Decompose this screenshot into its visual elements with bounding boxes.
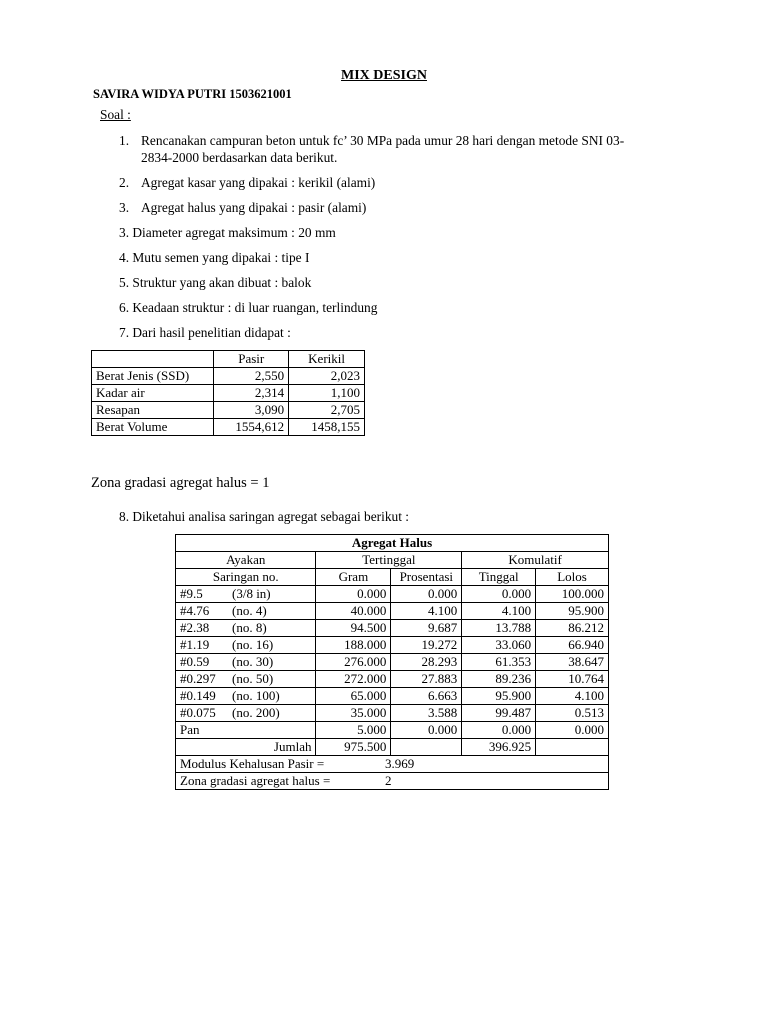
table-header-cell <box>92 351 214 368</box>
table-cell-lolos: 95.900 <box>536 603 609 620</box>
jumlah-tinggal: 396.925 <box>462 739 536 756</box>
list-item-text: Rencanakan campuran beton untuk fc’ 30 MPa pada umur 28 hari dengan metode SNI 03- <box>141 133 625 148</box>
table-cell-lolos: 0.513 <box>536 705 609 722</box>
sieve-number: (no. 16) <box>232 637 274 652</box>
jumlah-label: Jumlah <box>176 739 316 756</box>
soal-label: Soal : <box>100 107 131 122</box>
zona-gradasi-text: Zona gradasi agregat halus = 1 <box>91 475 270 491</box>
sieve-number: (no. 50) <box>232 671 274 686</box>
sieve-cell <box>176 637 316 654</box>
table-row <box>92 385 365 402</box>
list-item-analisa: 8. Diketahui analisa saringan agregat sebagai berikut : <box>119 509 410 524</box>
table-cell-gram: 65.000 <box>316 688 391 705</box>
sieve-number: (no. 200) <box>232 705 280 720</box>
table-header-cell: Pasir <box>214 351 289 368</box>
sieve-size: #2.38 <box>180 620 210 635</box>
sieve-size: #0.075 <box>180 705 216 720</box>
table-row <box>176 586 609 603</box>
table-cell: 2,705 <box>289 402 365 419</box>
list-item-2 <box>119 175 375 191</box>
table-row <box>176 637 609 654</box>
table-header-cell: Prosentasi <box>391 569 462 586</box>
sieve-size: #9.5 <box>180 586 203 601</box>
table-cell-gram: 40.000 <box>316 603 391 620</box>
group-header-komulatif: Komulatif <box>462 552 609 569</box>
table-cell-gram: 272.000 <box>316 671 391 688</box>
table-header-cell: Lolos <box>536 569 609 586</box>
zona-row <box>176 773 609 790</box>
modulus-row <box>176 756 609 773</box>
table-title: Agregat Halus <box>176 535 609 552</box>
table-cell-gram: 94.500 <box>316 620 391 637</box>
list-item-1 <box>119 133 624 149</box>
table-row <box>176 620 609 637</box>
sieve-size: #1.19 <box>180 637 210 652</box>
table-cell-gram: 0.000 <box>316 586 391 603</box>
sieve-size: #4.76 <box>180 603 210 618</box>
sieve-cell <box>176 654 316 671</box>
list-item-number: 1. <box>119 133 130 148</box>
list-item-text: Agregat kasar yang dipakai : kerikil (alami) <box>141 175 376 190</box>
sieve-number: (no. 8) <box>232 620 267 635</box>
table-header-cell: Tinggal <box>462 569 536 586</box>
table-header-cell: Kerikil <box>289 351 365 368</box>
group-header-tertinggal: Tertinggal <box>316 552 462 569</box>
sieve-size: #0.59 <box>180 654 210 669</box>
table-cell-lolos: 86.212 <box>536 620 609 637</box>
group-header-ayakan: Ayakan <box>176 552 316 569</box>
list-item-number: 2. <box>119 175 130 190</box>
table-cell-gram: 276.000 <box>316 654 391 671</box>
table-header-row <box>92 351 365 368</box>
table-cell <box>391 739 462 756</box>
sieve-number: (3/8 in) <box>232 586 271 601</box>
list-item-diameter: 3. Diameter agregat maksimum : 20 mm <box>119 225 336 240</box>
table-row <box>176 688 609 705</box>
sieve-size: #0.297 <box>180 671 216 686</box>
table-row <box>92 402 365 419</box>
table-cell-tinggal: 4.100 <box>462 603 536 620</box>
sieve-cell <box>176 705 316 722</box>
material-properties-table <box>91 350 365 436</box>
sieve-cell <box>176 722 316 739</box>
table-cell-gram: 35.000 <box>316 705 391 722</box>
table-cell <box>536 739 609 756</box>
table-cell-pros: 6.663 <box>391 688 462 705</box>
table-cell-tinggal: 89.236 <box>462 671 536 688</box>
table-title-row <box>176 535 609 552</box>
table-cell-tinggal: 33.060 <box>462 637 536 654</box>
list-item-number: 3. <box>119 200 130 215</box>
table-cell: 1,100 <box>289 385 365 402</box>
table-cell: Berat Volume <box>92 419 214 436</box>
table-cell: 2,314 <box>214 385 289 402</box>
list-item-keadaan: 6. Keadaan struktur : di luar ruangan, terlindung <box>119 300 378 315</box>
jumlah-gram: 975.500 <box>316 739 391 756</box>
list-item-1-continuation: 2834-2000 berdasarkan data berikut. <box>141 150 338 165</box>
author-line: SAVIRA WIDYA PUTRI 1503621001 <box>93 87 292 101</box>
table-cell: 1554,612 <box>214 419 289 436</box>
table-cell-pros: 4.100 <box>391 603 462 620</box>
table-cell-pros: 0.000 <box>391 586 462 603</box>
table-group-header-row <box>176 552 609 569</box>
table-cell-lolos: 66.940 <box>536 637 609 654</box>
list-item-struktur: 5. Struktur yang akan dibuat : balok <box>119 275 312 290</box>
table-cell-pros: 9.687 <box>391 620 462 637</box>
table-cell: Kadar air <box>92 385 214 402</box>
table-cell-tinggal: 0.000 <box>462 586 536 603</box>
table-cell-pros: 3.588 <box>391 705 462 722</box>
table-cell-tinggal: 99.487 <box>462 705 536 722</box>
table-row <box>92 368 365 385</box>
table-cell-lolos: 38.647 <box>536 654 609 671</box>
table-cell-gram: 188.000 <box>316 637 391 654</box>
modulus-value: 3.969 <box>385 756 415 771</box>
table-cell-lolos: 10.764 <box>536 671 609 688</box>
sieve-cell <box>176 688 316 705</box>
sieve-cell <box>176 603 316 620</box>
table-cell: Berat Jenis (SSD) <box>92 368 214 385</box>
table-cell-tinggal: 0.000 <box>462 722 536 739</box>
table-cell-tinggal: 95.900 <box>462 688 536 705</box>
table-cell: Resapan <box>92 402 214 419</box>
table-header-cell: Saringan no. <box>176 569 316 586</box>
sieve-size: #0.149 <box>180 688 216 703</box>
agregat-halus-table <box>175 534 609 790</box>
zona-cell <box>176 773 609 790</box>
modulus-label: Modulus Kehalusan Pasir = <box>180 756 325 771</box>
sieve-number: (no. 100) <box>232 688 280 703</box>
sieve-cell <box>176 586 316 603</box>
sieve-rows <box>176 586 609 739</box>
table-cell-lolos: 0.000 <box>536 722 609 739</box>
table-cell-gram: 5.000 <box>316 722 391 739</box>
jumlah-row <box>176 739 609 756</box>
table-cell: 2,023 <box>289 368 365 385</box>
list-item-mutu-semen: 4. Mutu semen yang dipakai : tipe I <box>119 250 310 265</box>
page-title: MIX DESIGN <box>341 68 427 83</box>
table-row <box>176 705 609 722</box>
sieve-number: (no. 4) <box>232 603 267 618</box>
list-item-hasil: 7. Dari hasil penelitian didapat : <box>119 325 291 340</box>
table-row <box>92 419 365 436</box>
list-item-3 <box>119 200 366 216</box>
table-cell-pros: 28.293 <box>391 654 462 671</box>
zona-value: 2 <box>385 773 392 788</box>
table-cell-lolos: 4.100 <box>536 688 609 705</box>
table-cell-pros: 19.272 <box>391 637 462 654</box>
sieve-number: (no. 30) <box>232 654 274 669</box>
table-row <box>176 603 609 620</box>
table-sub-header-row <box>176 569 609 586</box>
table-cell-pros: 27.883 <box>391 671 462 688</box>
zona-label: Zona gradasi agregat halus = <box>180 773 331 788</box>
sieve-size: Pan <box>180 722 200 737</box>
sieve-cell <box>176 671 316 688</box>
sieve-cell <box>176 620 316 637</box>
table-cell-pros: 0.000 <box>391 722 462 739</box>
table-cell-tinggal: 13.788 <box>462 620 536 637</box>
list-item-text: Agregat halus yang dipakai : pasir (alami) <box>141 200 367 215</box>
table-header-cell: Gram <box>316 569 391 586</box>
table-cell: 3,090 <box>214 402 289 419</box>
table-row <box>176 722 609 739</box>
table-row <box>176 654 609 671</box>
table-cell-tinggal: 61.353 <box>462 654 536 671</box>
table-cell: 2,550 <box>214 368 289 385</box>
table-cell-lolos: 100.000 <box>536 586 609 603</box>
table-cell: 1458,155 <box>289 419 365 436</box>
table-row <box>176 671 609 688</box>
modulus-cell <box>176 756 609 773</box>
